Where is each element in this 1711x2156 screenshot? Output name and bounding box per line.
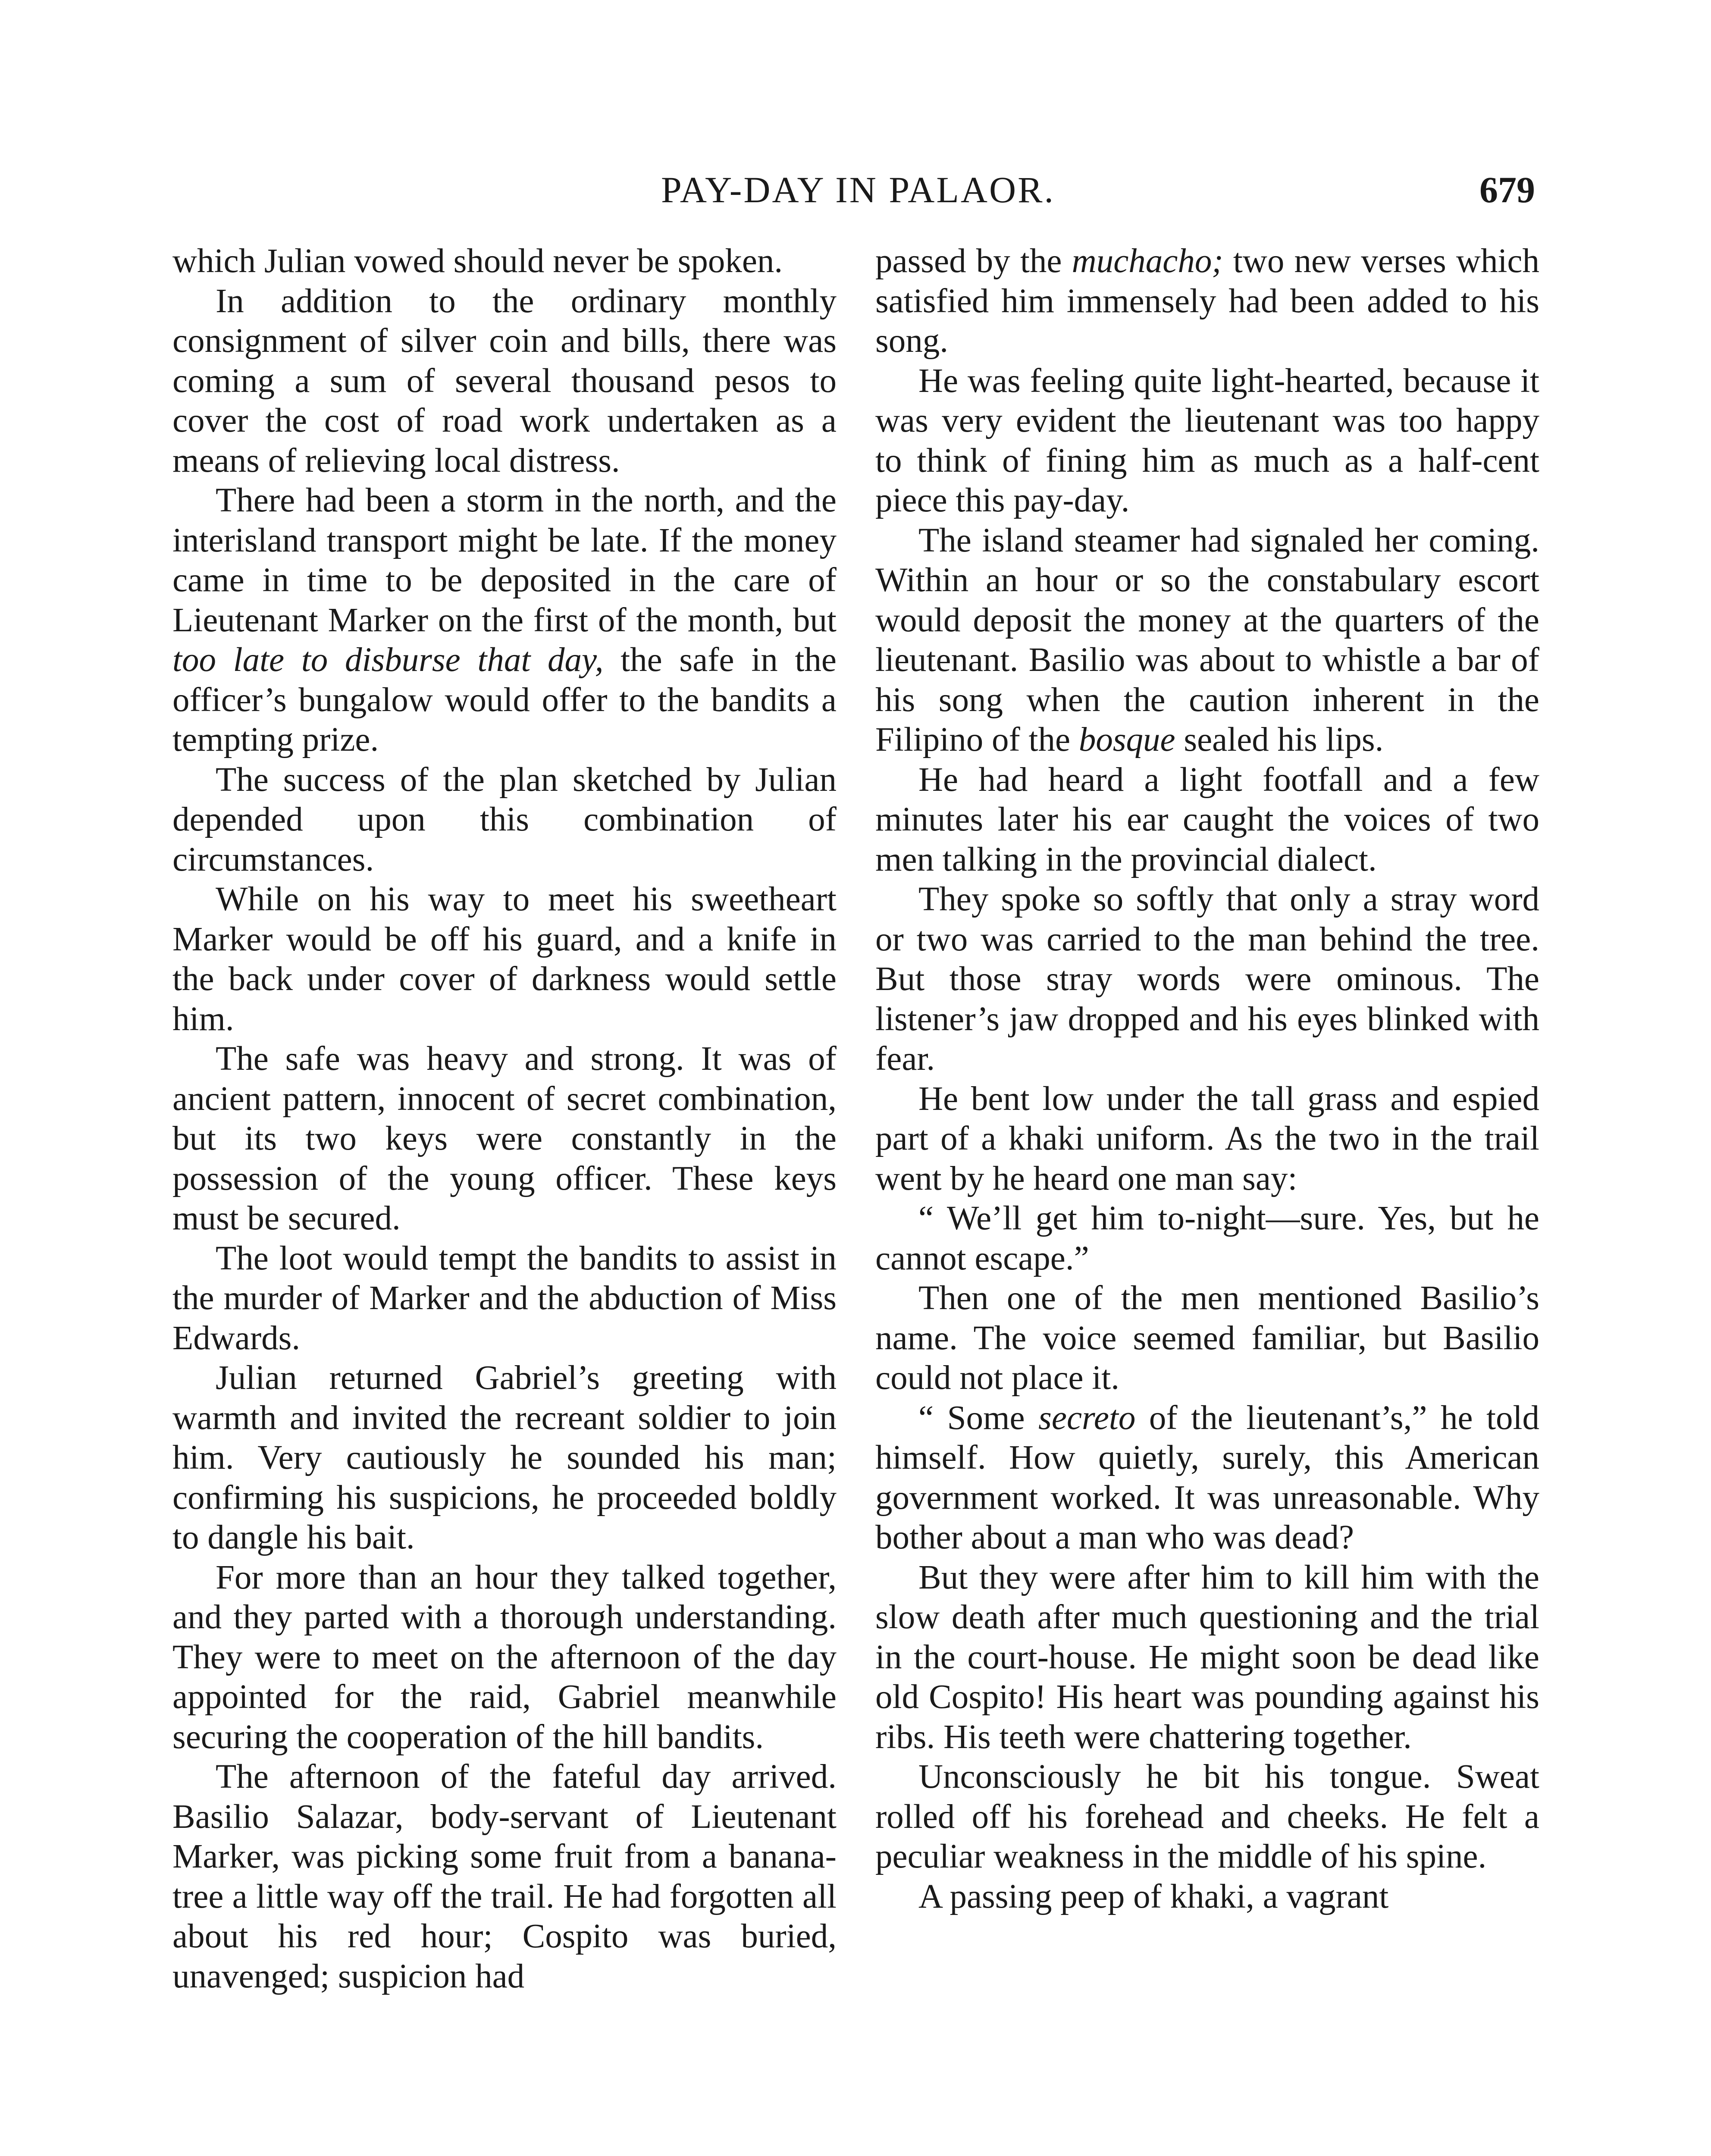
italic-text: bosque — [1078, 721, 1175, 758]
paragraph — [172, 880, 837, 1039]
text-run: He bent low under the tall grass and espied part of a khaki uniform. As the two in the trail went by he heard one man say: — [875, 1080, 1539, 1197]
paragraph — [172, 1239, 837, 1359]
italic-text: secreto — [1038, 1399, 1136, 1437]
right-column — [875, 241, 1539, 2156]
text-run: “ Some — [918, 1399, 1039, 1437]
text-run: two new verses which satisfied him immensely had been added to his song. — [875, 242, 1539, 360]
text-run: In addition to the ordinary monthly consignment of silver coin and bills, there was coming a sum of several thousand pesos to cover the cost of road work undertaken as a means of relieving local distress. — [172, 282, 837, 479]
paragraph — [875, 241, 1539, 361]
text-run: The loot would tempt the bandits to assist in the murder of Marker and the abduction of Miss Edwards. — [172, 1239, 837, 1357]
paragraph — [172, 1039, 837, 1239]
text-run: For more than an hour they talked together, and they parted with a thorough understanding. They were to meet on the afternoon of the day appointed for the raid, Gabriel meanwhile securing the cooperation of the hill bandits. — [172, 1558, 837, 1756]
page-number: 679 — [1479, 169, 1535, 210]
paragraph — [875, 1757, 1539, 1877]
text-run: They spoke so softly that only a stray word or two was carried to the man behind the tree. But those stray words were ominous. The listener’s jaw dropped and his eyes blinked with fear. — [875, 881, 1539, 1078]
text-run: Then one of the men mentioned Basilio’s name. The voice seemed familiar, but Basilio could not place it. — [875, 1279, 1539, 1397]
paragraph — [875, 880, 1539, 1079]
paragraph — [172, 1358, 837, 1558]
left-column — [172, 241, 837, 2156]
text-run: The safe was heavy and strong. It was of ancient pattern, innocent of secret combination, but its two keys were constantly in the possession of the young officer. These keys must be secured. — [172, 1040, 837, 1237]
italic-text: muchacho; — [1072, 242, 1223, 280]
text-run: But they were after him to kill him with the slow death after much questioning and the trial in the court-house. He might soon be dead like old Cospito! His heart was pounding against his ribs. His teeth were chattering together. — [875, 1558, 1539, 1756]
text-run: The afternoon of the fateful day arrived. Basilio Salazar, body-servant of Lieutenant Marker, was picking some fruit from a banana-tree a little way off the trail. He had forgotten all about his red hour; Cospito was buried, unavenged; suspicion had — [172, 1758, 837, 1995]
text-run: He had heard a light footfall and a few minutes later his ear caught the voices of two men talking in the provincial dialect. — [875, 761, 1539, 878]
paragraph — [172, 282, 837, 481]
paragraph — [172, 241, 837, 282]
text-run: sealed his lips. — [1175, 721, 1384, 758]
text-run: “ We’ll get him to-night—sure. Yes, but he cannot escape.” — [875, 1200, 1539, 1277]
text-run: Unconsciously he bit his tongue. Sweat rolled off his forehead and cheeks. He felt a peculiar weakness in the middle of his spine. — [875, 1758, 1539, 1875]
text-run: A passing peep of khaki, a vagrant — [918, 1877, 1389, 1915]
paragraph — [875, 1199, 1539, 1279]
paragraph — [875, 1398, 1539, 1558]
running-title: PAY-DAY IN PALAOR. — [661, 169, 1055, 210]
article-body — [172, 241, 1539, 2156]
paragraph — [875, 361, 1539, 521]
text-run: of the lieutenant’s,” he told himself. How quietly, surely, this American government worked. It was unreasonable. Why bother about a man who was dead? — [875, 1399, 1539, 1556]
text-run: passed by the — [875, 242, 1072, 280]
paragraph — [875, 1877, 1539, 1917]
paragraph — [172, 1558, 837, 1758]
paragraph — [172, 481, 837, 760]
text-run: which Julian vowed should never be spoken. — [172, 242, 783, 280]
paragraph — [875, 760, 1539, 880]
text-run: He was feeling quite light-hearted, because it was very evident the lieutenant was too happy to think of fining him as much as a half-cent piece this pay-day. — [875, 362, 1539, 519]
italic-text: too late to disburse that day, — [172, 641, 604, 679]
paragraph — [875, 521, 1539, 760]
paragraph — [875, 1079, 1539, 1199]
paragraph — [172, 760, 837, 880]
page-header — [181, 164, 1535, 216]
text-run: The success of the plan sketched by Julian depended upon this combination of circumstances. — [172, 761, 837, 878]
paragraph — [172, 1757, 837, 1996]
paragraph — [875, 1558, 1539, 1758]
text-run: The island steamer had signaled her coming. Within an hour or so the constabulary escort would deposit the money at the quarters of the lieutenant. Basilio was about to whistle a bar of his song when the caution inherent in the Filipino of the — [875, 521, 1539, 758]
paragraph — [875, 1279, 1539, 1398]
text-run: While on his way to meet his sweetheart Marker would be off his guard, and a knife in the back under cover of darkness would settle him. — [172, 881, 837, 1038]
text-run: the safe in the officer’s bungalow would offer to the bandits a tempting prize. — [172, 641, 837, 758]
text-run: Julian returned Gabriel’s greeting with warmth and invited the recreant soldier to join him. Very cautiously he sounded his man; confirming his suspicions, he proceeded boldly to dangle his bait. — [172, 1359, 837, 1556]
text-run: There had been a storm in the north, and the interisland transport might be late. If the money came in time to be deposited in the care of Lieutenant Marker on the first of the month, but — [172, 482, 837, 639]
